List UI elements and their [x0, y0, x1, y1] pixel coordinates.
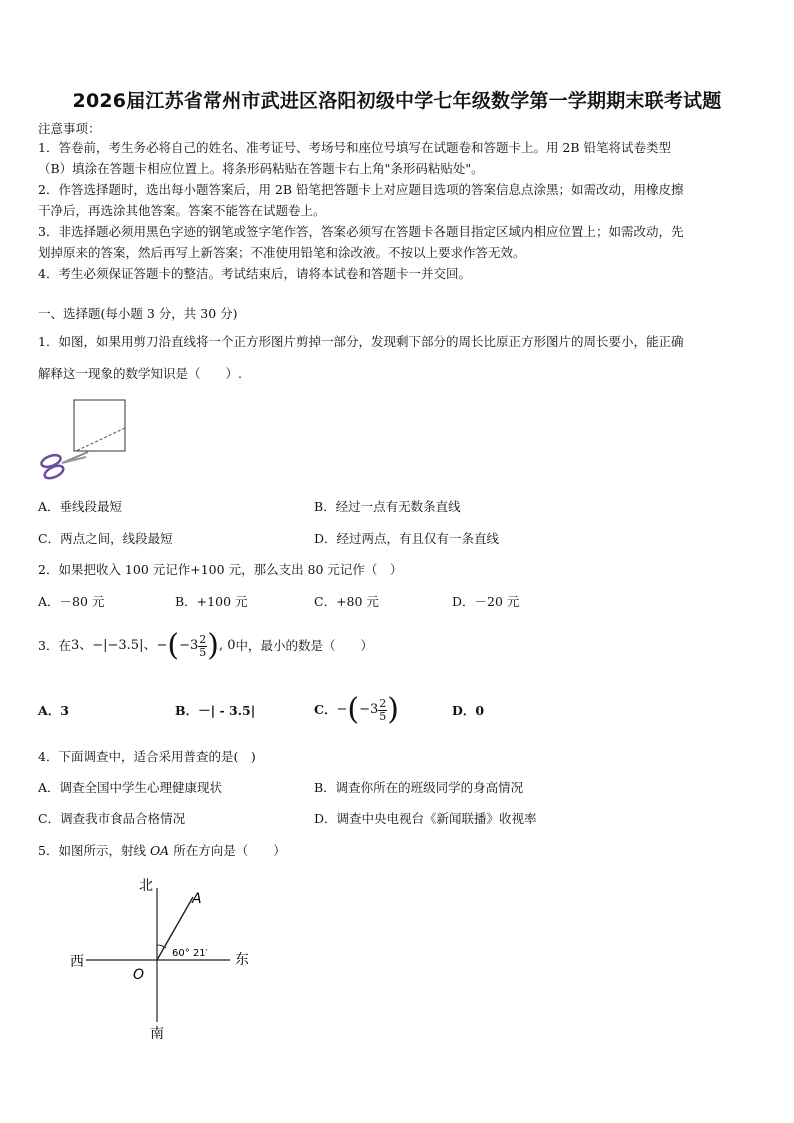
q1-option-b[interactable]: B．经过一点有无数条直线 — [314, 499, 461, 514]
q1-option-a[interactable]: A．垂线段最短 — [38, 499, 123, 514]
q3-fraction-denominator: 5 — [199, 645, 207, 659]
q2-option-a[interactable]: A．－80 元 — [38, 594, 105, 609]
q2-option-b[interactable]: B．+100 元 — [175, 594, 248, 609]
q1-square-scissors-figure — [36, 395, 136, 485]
q5-ray-name: OA — [149, 843, 170, 858]
q1-option-c[interactable]: C．两点之间，线段最短 — [38, 531, 173, 546]
q3-option-c-minus: − — [336, 702, 348, 717]
section-heading: 一、选择题(每小题 3 分，共 30 分) — [38, 306, 238, 321]
label-angle: 60° 21′ — [172, 948, 208, 959]
notice-line-5: 3．非选择题必须用黑色字迹的钢笔或签字笔作答，答案必须写在答题卡各题目指定区域内相应位置上；如需改动，先 — [38, 224, 684, 239]
q4-stem: 4．下面调查中，适合采用普查的是( ) — [38, 749, 256, 764]
q3-right-paren: ) — [207, 628, 219, 663]
q3-option-b[interactable]: B．－| - 3.5| — [175, 703, 256, 718]
cut-line — [76, 428, 125, 451]
q1-stem-line-2: 解释这一现象的数学知识是（ ）. — [38, 366, 242, 381]
q1-option-d[interactable]: D．经过两点，有且仅有一条直线 — [314, 531, 500, 546]
q4-option-c[interactable]: C．调查我市食品合格情况 — [38, 811, 186, 826]
label-north: 北 — [139, 878, 153, 894]
label-south: 南 — [150, 1026, 164, 1042]
q1-stem-line-1: 1．如图，如果用剪刀沿直线将一个正方形图片剪掉一部分，发现剩下部分的周长比原正方形图片的周长要小，能正确 — [38, 334, 684, 349]
q3-option-c-left-paren: ( — [347, 692, 360, 727]
q3-stem — [38, 626, 373, 666]
q3-list-start: 3、−|−3.5|、− — [70, 638, 168, 653]
q4-option-d[interactable]: D．调查中央电视台《新闻联播》收视率 — [314, 811, 537, 826]
notice-line-4: 干净后，再选涂其他答案。答案不能答在试题卷上。 — [38, 203, 326, 218]
label-a: A — [192, 891, 202, 907]
q5-stem — [38, 843, 286, 859]
q4-option-b[interactable]: B．调查你所在的班级同学的身高情况 — [314, 780, 524, 795]
q3-prefix: 3．在 — [38, 638, 71, 653]
q2-stem: 2．如果把收入 100 元记作+100 元，那么支出 80 元记作（ ） — [38, 562, 403, 577]
scissors-icon — [40, 452, 88, 481]
q3-option-c-numerator: 2 — [379, 696, 387, 710]
q3-option-c[interactable] — [314, 690, 399, 730]
q5-stem-post: 所在方向是（ ） — [169, 843, 286, 858]
q4-option-a[interactable]: A．调查全国中学生心理健康现状 — [38, 780, 223, 795]
q3-left-paren: ( — [167, 628, 180, 663]
q3-list-end: , 0 — [218, 638, 236, 653]
square-shape — [74, 400, 125, 451]
q3-fraction — [198, 634, 207, 659]
q2-option-d[interactable]: D．－20 元 — [452, 594, 520, 609]
label-east: 东 — [235, 952, 249, 968]
q2-option-c[interactable]: C．+80 元 — [314, 594, 379, 609]
q3-option-a[interactable]: A．3 — [38, 703, 69, 718]
q3-option-c-whole: −3 — [359, 702, 379, 717]
q5-compass-figure — [60, 872, 260, 1047]
q3-option-c-fraction — [378, 698, 387, 723]
q3-option-c-label: C． — [314, 702, 337, 717]
q3-suffix: 中，最小的数是（ ） — [235, 638, 374, 653]
notice-line-1: 1．答卷前，考生务必将自己的姓名、准考证号、考场号和座位号填写在试题卷和答题卡上。用 2B 铅笔将试卷类型 — [38, 140, 672, 155]
q3-option-c-denominator: 5 — [379, 709, 387, 723]
notice-line-6: 划掉原来的答案，然后再写上新答案；不准使用铅笔和涂改液。不按以上要求作答无效。 — [38, 245, 526, 260]
page-title: 2026届江苏省常州市武进区洛阳初级中学七年级数学第一学期期末联考试题 — [72, 90, 722, 112]
q3-option-c-right-paren: ) — [387, 692, 399, 727]
q3-fraction-numerator: 2 — [199, 632, 207, 646]
notice-line-2: （B）填涂在答题卡相应位置上。将条形码粘贴在答题卡右上角"条形码粘贴处"。 — [38, 161, 484, 176]
label-o: O — [132, 967, 144, 983]
notice-heading: 注意事项： — [38, 121, 101, 136]
q5-stem-pre: 5．如图所示，射线 — [38, 843, 150, 858]
notice-line-3: 2．作答选择题时，选出每小题答案后，用 2B 铅笔把答题卡上对应题目选项的答案信息点涂黑；如需改动，用橡皮擦 — [38, 182, 684, 197]
notice-line-7: 4．考生必须保证答题卡的整洁。考试结束后，请将本试卷和答题卡一并交回。 — [38, 266, 471, 281]
q3-option-d[interactable]: D．0 — [452, 703, 485, 718]
label-west: 西 — [70, 954, 84, 970]
q3-mixed-whole: −3 — [179, 638, 199, 653]
